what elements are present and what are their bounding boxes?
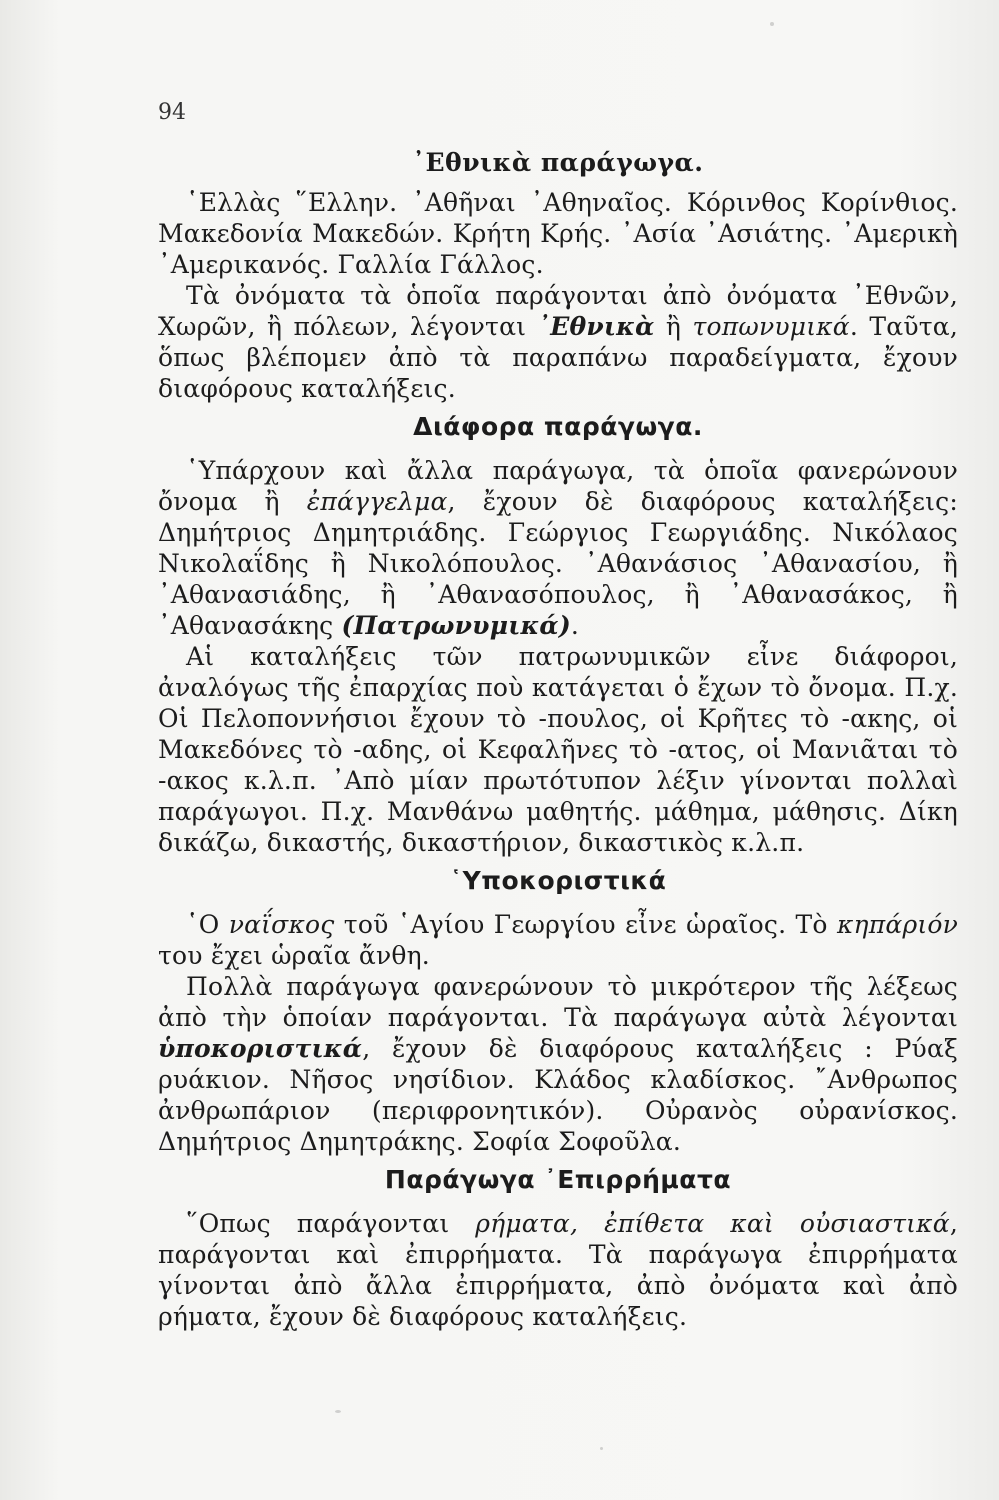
paragraph-diafora-patronymics xyxy=(158,455,958,641)
paragraph-ethnika-examples: ῾Ελλὰς ῞Ελλην. ᾿Αθῆναι ᾿Αθηναῖος. Κόρινθος Κορίνθιος. Μακεδονία Μακεδών. Κρήτη Κρής. ᾿Ασία ᾿Ασιάτης. ᾿Αμερικὴ ᾿Αμερικανός. Γαλλία Γάλλος. xyxy=(158,188,958,279)
text-run: Τὰ ὀνόματα τὰ ὁποῖα παράγονται ἀπὸ ὀνόματα ᾿Εθνῶν, Χωρῶν, ἢ πόλεων, λέγονται xyxy=(158,281,958,341)
text-run: ῾Υπάρχουν καὶ ἄλλα παράγωγα, τὰ ὁποῖα φανερώνουν ὄνομα ἢ xyxy=(158,456,958,516)
section-heading-epirrhmata: Παράγωγα ᾿Επιρρήματα xyxy=(384,1165,732,1194)
paragraph-ypokoristika-definition xyxy=(158,971,958,1157)
emphasis-term: ναΐσκος xyxy=(228,910,335,939)
emphasis-term: κηπάριόν xyxy=(836,910,958,939)
scan-speck xyxy=(335,1410,341,1413)
text-run: ῾Ο xyxy=(186,910,229,939)
text-run: ῞Οπως παράγονται xyxy=(186,1209,476,1238)
text-run: , ἔχουν δὲ διαφόρους καταλήξεις : Ρύαξ ρυάκιον. Νῆσος νησίδιον. Κλάδος κλαδίσκος. ῎Ανθρωπος ἀνθρωπάριον (περιφρονητικόν). Οὐρανὸς οὐρανίσκος. Δημήτριος Δημητράκης. Σοφία Σοφοῦλα. xyxy=(158,1034,958,1156)
text-run: , παράγονται καὶ ἐπιρρήματα. Τὰ παράγωγα ἐπιρρήματα γίνονται ἀπὸ ἄλλα ἐπιρρήματα, ἀπὸ ὀνόματα καὶ ἀπὸ ρήματα, ἔχουν δὲ διαφόρους καταλήξεις. xyxy=(158,1209,958,1331)
text-run: , ἔχουν δὲ διαφόρους καταλήξεις: Δημήτριος Δημητριάδης. Γεώργιος Γεωργιάδης. Νικόλαος Νικολαΐδης ἢ Νικολόπουλος. ᾿Αθανάσιος ᾿Αθανασίου, ἢ ᾿Αθανασιάδης, ἢ ᾿Αθανασόπουλος, ἢ ᾿Αθανασάκος, ἢ ᾿Αθανασάκης xyxy=(158,487,958,640)
text-run: . Ταῦτα, ὅπως βλέπομεν ἀπὸ τὰ παραπάνω παραδείγματα, ἔχουν διαφόρους καταλήξεις. xyxy=(158,312,958,403)
text-run: Πολλὰ παράγωγα φανερώνουν τὸ μικρότερον τῆς λέξεως ἀπὸ τὴν ὁποίαν παράγονται. Τὰ παράγωγα αὐτὰ λέγονται xyxy=(158,972,958,1032)
emphasis-term: ᾿Εθνικὰ xyxy=(537,312,655,341)
section-heading-diafora: Διάφορα παράγωγα. xyxy=(413,412,703,441)
text-run: . xyxy=(570,611,580,640)
text-run: του ἔχει ὡραῖα ἄνθη. xyxy=(158,941,430,970)
section-heading-ethnika: ᾿Εθνικὰ παράγωγα. xyxy=(412,148,704,177)
emphasis-term: ἐπάγγελμα xyxy=(306,487,448,516)
paragraph-ethnika-definition xyxy=(158,280,958,404)
page-content xyxy=(158,148,958,1332)
emphasis-term: τοπωνυμικά xyxy=(692,312,850,341)
page-number: 94 xyxy=(158,100,186,125)
emphasis-term: ρήματα, ἐπίθετα καὶ οὐσιαστικά xyxy=(475,1209,950,1238)
scan-speck xyxy=(600,1447,603,1450)
text-run: τοῦ ῾Αγίου Γεωργίου εἶνε ὡραῖος. Τὸ xyxy=(334,910,837,939)
text-run: ἢ xyxy=(654,312,693,341)
section-heading-ypokoristika: ῾Υποκοριστικά xyxy=(449,866,667,895)
emphasis-term: ὑποκοριστικά xyxy=(158,1034,363,1063)
paragraph-diafora-endings: Αἱ καταλήξεις τῶν πατρωνυμικῶν εἶνε διάφοροι, ἀναλόγως τῆς ἐπαρχίας ποὺ κατάγεται ὁ ἔχων τὸ ὄνομα. Π.χ. Οἱ Πελοποννήσιοι ἔχουν τὸ -πουλος, οἱ Κρῆτες τὸ -ακης, οἱ Μακεδόνες τὸ -αδης, οἱ Κεφαλῆνες τὸ -ατος, οἱ Μανιᾶται τὸ -ακος κ.λ.π. ᾿Απὸ μίαν πρωτότυπον λέξιν γίνονται πολλαὶ παράγωγοι. Π.χ. Μανθάνω μαθητής. μάθημα, μάθησις. Δίκη δικάζω, δικαστής, δικαστήριον, δικαστικὸς κ.λ.π. xyxy=(158,642,958,857)
paragraph-ypokoristika-example xyxy=(158,909,958,971)
paragraph-epirrhmata xyxy=(158,1208,958,1332)
scan-speck xyxy=(770,22,774,26)
emphasis-term: (Πατρωνυμικά) xyxy=(341,611,571,640)
